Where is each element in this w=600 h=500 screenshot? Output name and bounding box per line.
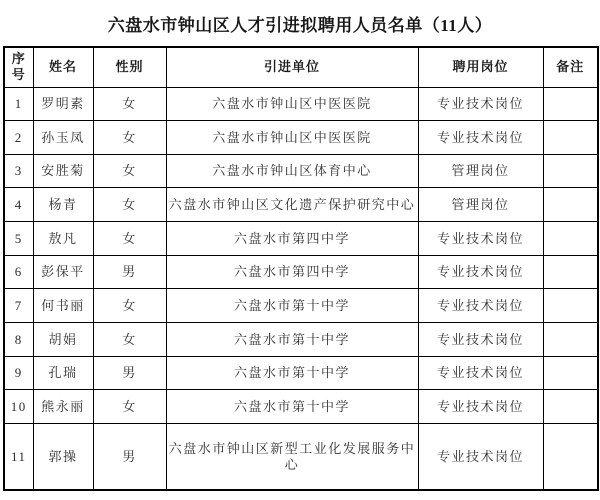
gender-cell: 男 bbox=[93, 356, 166, 390]
seq-cell: 5 bbox=[4, 222, 33, 256]
header-name: 姓名 bbox=[33, 47, 93, 87]
header-seq: 序号 bbox=[4, 47, 33, 87]
note-cell bbox=[543, 289, 598, 323]
gender-cell: 女 bbox=[93, 323, 166, 357]
unit-cell: 六盘水市钟山区体育中心 bbox=[166, 154, 418, 188]
position-cell: 专业技术岗位 bbox=[418, 289, 543, 323]
seq-cell: 7 bbox=[4, 289, 33, 323]
position-cell: 专业技术岗位 bbox=[418, 255, 543, 289]
note-cell bbox=[543, 323, 598, 357]
gender-cell: 女 bbox=[93, 289, 166, 323]
unit-cell: 六盘水市钟山区中医医院 bbox=[166, 121, 418, 155]
table-row bbox=[4, 323, 598, 357]
name-cell: 杨青 bbox=[33, 188, 93, 222]
note-cell bbox=[543, 255, 598, 289]
note-cell bbox=[543, 121, 598, 155]
seq-cell: 3 bbox=[4, 154, 33, 188]
note-cell bbox=[543, 188, 598, 222]
unit-cell: 六盘水市钟山区中医医院 bbox=[166, 87, 418, 121]
name-cell: 安胜菊 bbox=[33, 154, 93, 188]
note-cell bbox=[543, 356, 598, 390]
gender-cell: 女 bbox=[93, 121, 166, 155]
table-row bbox=[4, 390, 598, 424]
position-cell: 专业技术岗位 bbox=[418, 323, 543, 357]
table-row bbox=[4, 87, 598, 121]
table-row bbox=[4, 188, 598, 222]
table-header bbox=[4, 47, 598, 87]
table-row bbox=[4, 289, 598, 323]
unit-cell: 六盘水市第四中学 bbox=[166, 222, 418, 256]
gender-cell: 女 bbox=[93, 390, 166, 424]
header-position: 聘用岗位 bbox=[418, 47, 543, 87]
gender-cell: 男 bbox=[93, 424, 166, 490]
position-cell: 专业技术岗位 bbox=[418, 87, 543, 121]
name-cell: 孔瑞 bbox=[33, 356, 93, 390]
table-row bbox=[4, 222, 598, 256]
position-cell: 专业技术岗位 bbox=[418, 390, 543, 424]
position-cell: 管理岗位 bbox=[418, 154, 543, 188]
note-cell bbox=[543, 154, 598, 188]
note-cell bbox=[543, 424, 598, 490]
position-cell: 管理岗位 bbox=[418, 188, 543, 222]
seq-cell: 11 bbox=[4, 424, 33, 490]
header-unit: 引进单位 bbox=[166, 47, 418, 87]
note-cell bbox=[543, 222, 598, 256]
page-title: 六盘水市钟山区人才引进拟聘用人员名单（11人） bbox=[107, 16, 493, 35]
table-body bbox=[4, 87, 598, 490]
name-cell: 敖凡 bbox=[33, 222, 93, 256]
personnel-table bbox=[3, 46, 599, 491]
name-cell: 熊永丽 bbox=[33, 390, 93, 424]
seq-cell: 2 bbox=[4, 121, 33, 155]
name-cell: 胡娟 bbox=[33, 323, 93, 357]
table-row bbox=[4, 121, 598, 155]
unit-cell: 六盘水市钟山区新型工业化发展服务中心 bbox=[166, 424, 418, 490]
position-cell: 专业技术岗位 bbox=[418, 424, 543, 490]
table-row bbox=[4, 356, 598, 390]
unit-cell: 六盘水市第十中学 bbox=[166, 323, 418, 357]
gender-cell: 女 bbox=[93, 188, 166, 222]
gender-cell: 女 bbox=[93, 154, 166, 188]
position-cell: 专业技术岗位 bbox=[418, 121, 543, 155]
header-row bbox=[4, 47, 598, 87]
unit-cell: 六盘水市第四中学 bbox=[166, 255, 418, 289]
unit-cell: 六盘水市第十中学 bbox=[166, 289, 418, 323]
position-cell: 专业技术岗位 bbox=[418, 222, 543, 256]
header-gender: 性别 bbox=[93, 47, 166, 87]
table-row bbox=[4, 154, 598, 188]
name-cell: 郭操 bbox=[33, 424, 93, 490]
gender-cell: 男 bbox=[93, 255, 166, 289]
seq-cell: 9 bbox=[4, 356, 33, 390]
seq-cell: 4 bbox=[4, 188, 33, 222]
name-cell: 罗明素 bbox=[33, 87, 93, 121]
gender-cell: 女 bbox=[93, 87, 166, 121]
name-cell: 彭保平 bbox=[33, 255, 93, 289]
table-row bbox=[4, 255, 598, 289]
gender-cell: 女 bbox=[93, 222, 166, 256]
unit-cell: 六盘水市第十中学 bbox=[166, 356, 418, 390]
table-row bbox=[4, 424, 598, 490]
position-cell: 专业技术岗位 bbox=[418, 356, 543, 390]
seq-cell: 8 bbox=[4, 323, 33, 357]
note-cell bbox=[543, 390, 598, 424]
unit-cell: 六盘水市钟山区文化遗产保护研究中心 bbox=[166, 188, 418, 222]
name-cell: 何书丽 bbox=[33, 289, 93, 323]
header-note: 备注 bbox=[543, 47, 598, 87]
name-cell: 孙玉凤 bbox=[33, 121, 93, 155]
seq-cell: 10 bbox=[4, 390, 33, 424]
note-cell bbox=[543, 87, 598, 121]
seq-cell: 6 bbox=[4, 255, 33, 289]
unit-cell: 六盘水市第十中学 bbox=[166, 390, 418, 424]
seq-cell: 1 bbox=[4, 87, 33, 121]
